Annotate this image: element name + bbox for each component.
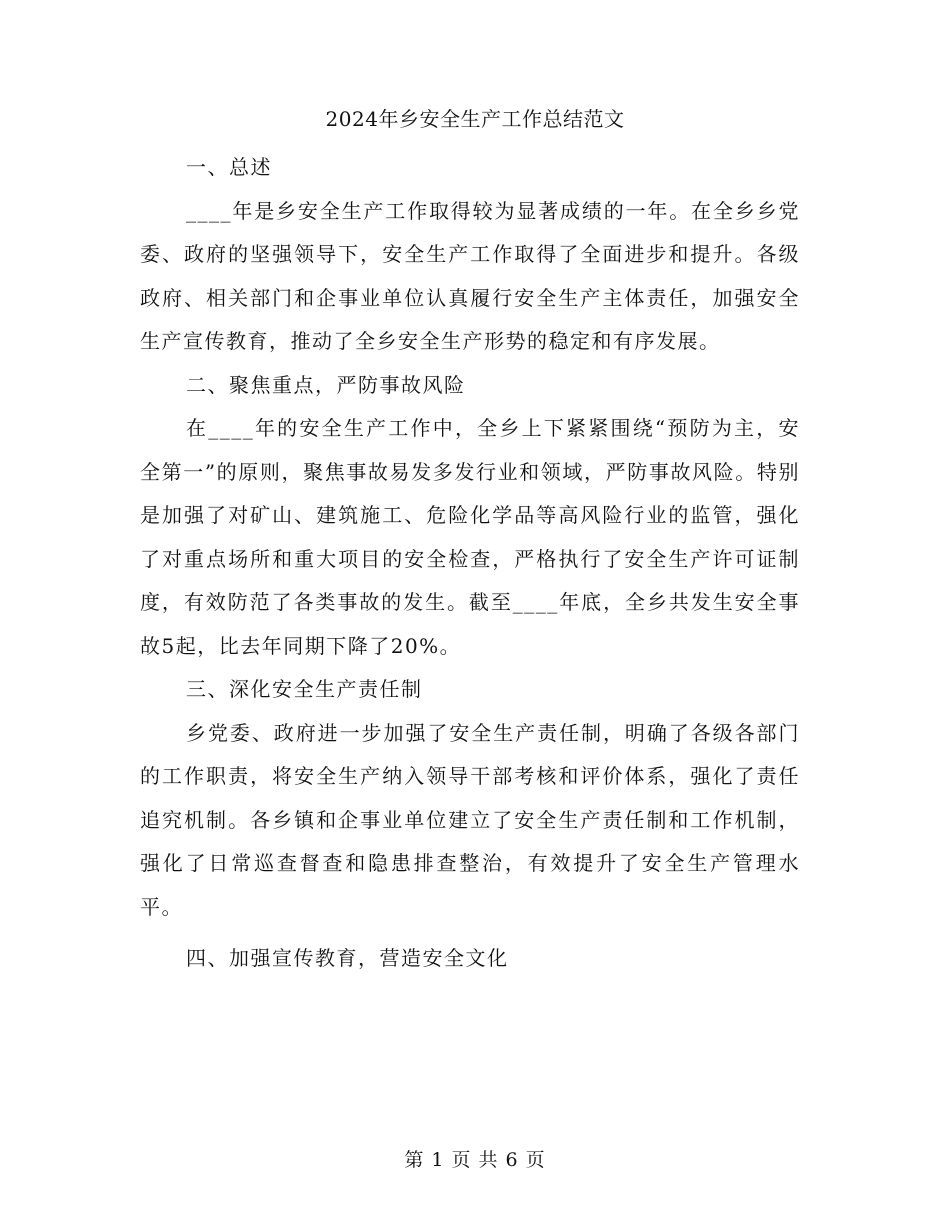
section-heading: 二、聚焦重点，严防事故风险	[186, 372, 466, 397]
document-title: 2024年乡安全生产工作总结范文	[325, 107, 625, 131]
body-paragraph: ____年是乡安全生产工作取得较为显著成绩的一年。在全乡乡党委、政府的坚强领导下，安全生产工作取得了全面进步和提升。各级政府、相关部门和企事业单位认真履行安全生产主体责任，加强安全生产宣传教育，推动了全乡安全生产形势的稳定和有序发展。	[140, 198, 800, 353]
page-number: 第 1 页 共 6 页	[404, 1149, 546, 1171]
body-paragraph: 乡党委、政府进一步加强了安全生产责任制，明确了各级各部门的工作职责，将安全生产纳入领导干部考核和评价体系，强化了责任追究机制。各乡镇和企事业单位建立了安全生产责任制和工作机制，强化了日常巡查督查和隐患排查整治，有效提升了安全生产管理水平。	[140, 720, 800, 919]
section-heading: 一、总述	[186, 155, 272, 179]
section-heading: 三、深化安全生产责任制	[186, 677, 423, 701]
body-paragraph: 在____年的安全生产工作中，全乡上下紧紧围绕“预防为主，安全第一”的原则，聚焦事故易发多发行业和领域，严防事故风险。特别是加强了对矿山、建筑施工、危险化学品等高风险行业的监管，强化了对重点场所和重大项目的安全检查，严格执行了安全生产许可证制度，有效防范了各类事故的发生。截至____年底，全乡共发生安全事故5起，比去年同期下降了20%。	[140, 416, 800, 658]
section-heading: 四、加强宣传教育，营造安全文化	[186, 946, 509, 970]
document-body	[140, 146, 800, 981]
